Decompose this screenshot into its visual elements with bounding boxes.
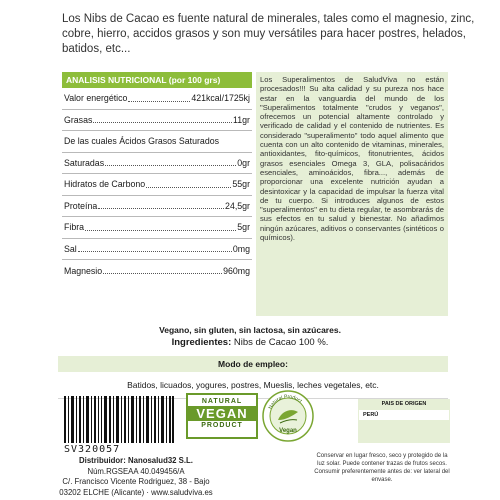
nutrition-value: 11gr <box>233 114 250 125</box>
ingredients-label: Ingredientes: <box>171 337 232 348</box>
origin-title: PAIS DE ORIGEN <box>358 399 450 409</box>
nutrition-label: Sal <box>64 243 77 254</box>
nutrition-row <box>62 110 252 132</box>
usage-text: Batidos, licuados, yogures, postres, Mueslis, leches vegetales, etc. <box>58 372 448 399</box>
nutrition-value: 24,5gr <box>225 200 250 211</box>
nutrition-value: 0gr <box>237 157 250 168</box>
nutrition-value: 421kcal/1725kj <box>191 93 250 104</box>
barcode-text: SV320057 <box>64 444 121 455</box>
nutrition-label: Proteína <box>64 200 98 211</box>
barcode-image <box>64 396 174 443</box>
nutrition-row <box>62 196 252 218</box>
nutrition-value: 960mg <box>223 265 250 276</box>
nutrition-label: De las cuales Ácidos Grasos Saturados <box>64 136 219 147</box>
nutrition-label: Saturadas <box>64 157 105 168</box>
nutrition-label: Valor energético <box>64 93 128 104</box>
vegan-seal-icon <box>262 390 314 442</box>
conservation-text: Conservar en lugar fresco, seco y protegido de la luz solar. Puede contener trazas de frutos secos. Consumir preferentemente antes de: ver lateral del envase. <box>314 453 450 483</box>
distributor-address: C/. Francisco Vicente Rodriguez, 38 - Bajo <box>62 477 210 486</box>
nutrition-row <box>62 131 252 153</box>
seal-ring-text: Natural Product <box>267 393 303 411</box>
badge-bottom-text: PRODUCT <box>201 422 243 429</box>
nutrition-row <box>62 260 252 282</box>
nutrition-row <box>62 88 252 110</box>
distributor-registry: Núm.RGSEAA 40.049456/A <box>87 466 185 476</box>
nutrition-label: Hidratos de Carbono <box>64 179 146 190</box>
distributor-city-web: 03202 ELCHE (Alicante) · www.saludviva.es <box>59 487 213 497</box>
product-intro: Los Nibs de Cacao es fuente natural de minerales, tales como el magnesio, zinc, cobre, hierro, accidos grasos y son muy versátiles para hacer postres, helados, batidos, etc... <box>62 13 475 55</box>
badge-middle-text: VEGAN <box>188 406 256 421</box>
nutrition-row <box>62 153 252 175</box>
ingredients-text: Nibs de Cacao 100 %. <box>231 337 329 348</box>
vegan-claims: Vegano, sin gluten, sin lactosa, sin azúcares. <box>159 325 341 335</box>
natural-vegan-product-badge <box>186 393 258 439</box>
distributor-info <box>36 456 236 498</box>
nutrition-label: Grasas <box>64 114 93 125</box>
nutrition-row <box>62 217 252 239</box>
nutrition-label: Magnesio <box>64 265 103 276</box>
seal-center-text: Vegan <box>279 428 297 434</box>
badge-top-text: NATURAL <box>201 398 243 405</box>
distributor-name: Distribuidor: Nanosalud32 S.L. <box>79 456 193 465</box>
nutrition-value: 55gr <box>232 179 250 190</box>
ingredients <box>0 337 500 348</box>
nutrition-value: 0mg <box>232 243 250 254</box>
nutrition-value: 5gr <box>237 222 250 233</box>
origin-box <box>358 399 450 443</box>
origin-blank <box>358 421 450 443</box>
nutrition-title: ANALISIS NUTRICIONAL (por 100 grs) <box>62 72 252 88</box>
superfood-description: Los Superalimentos de SaludViva no están procesados!!! Su alta calidad y su pureza nos hace estar en la vanguardia del mundo de los "Superalimentos totalmente "crudos y veganos", ofrecemos un potencial altamente controlado y verificado de calidad y el contenido de nutrientes. Es considerado "superalimento" todo aquel alimento que cuenta con un alto contenido de vitaminas, minerales, antioxidantes, fito-químicos, fitonutrientes, ácidos grasos esenciales Omega 3, GLA, polisacáridos esenciales, aminoácidos, fibra..., además de proporcionar una excelente nutrición ayudan a desintoxicar y la capacidad de impulsar la fuerza vital de tu cuerpo. Si introduces algunos de estos "superalimentos" en tu dieta regular, te asombrarás de sus efectos en tu salud y bienestar. No añadimos ningún azúcares, aditivos o conservantes (sintéticos o químicos). <box>256 72 448 316</box>
usage-title: Modo de empleo: <box>58 356 448 372</box>
nutrition-row <box>62 174 252 196</box>
nutrition-table <box>62 72 252 282</box>
nutrition-label: Fibra <box>64 222 85 233</box>
origin-value: PERÚ <box>358 409 450 421</box>
nutrition-row <box>62 239 252 261</box>
